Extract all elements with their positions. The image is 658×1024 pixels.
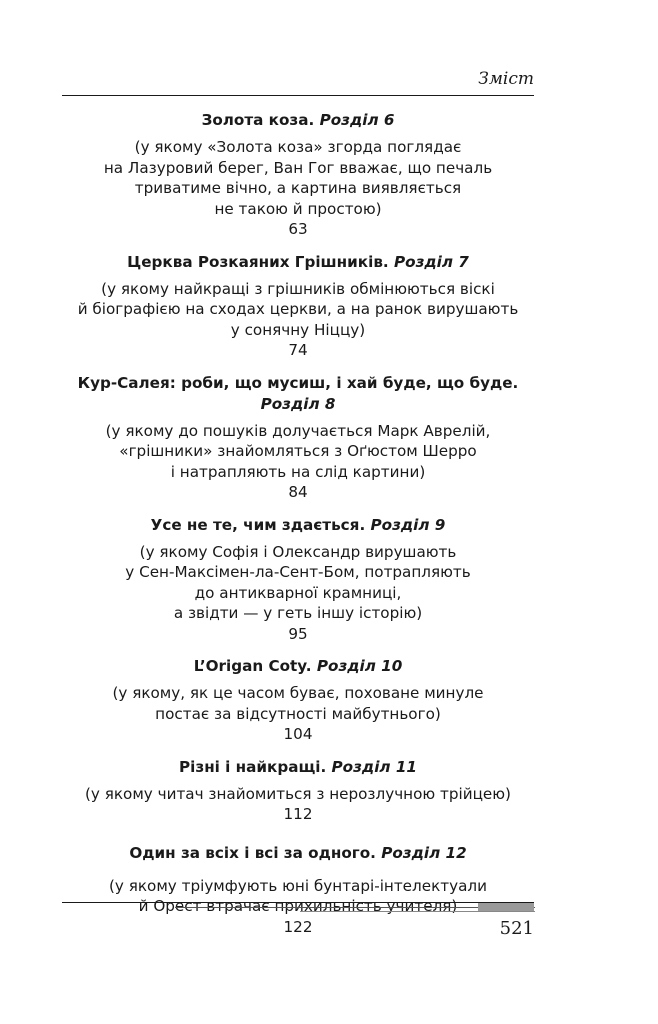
entry-title <box>62 110 534 131</box>
entry-description <box>62 421 534 483</box>
description-line: (у якому, як це часом буває, поховане минуле <box>112 684 484 702</box>
description-line: не такою й простою) <box>214 199 382 218</box>
toc-entry <box>62 757 534 825</box>
description-line: (у якому «Золота коза» згорда поглядає <box>134 138 462 156</box>
entry-title-text: Різні і найкращі. <box>179 757 327 776</box>
toc-entry <box>62 110 534 240</box>
entry-description <box>62 542 534 624</box>
entry-title-text: Золота коза. <box>201 111 315 129</box>
footer-rule-block <box>478 903 534 911</box>
entry-chapter: Розділ 9 <box>370 515 446 534</box>
entry-title-text: Усе не те, чим здається. <box>150 515 366 534</box>
entry-description <box>62 683 534 724</box>
page-number: 521 <box>499 918 534 939</box>
table-of-contents <box>62 110 534 949</box>
entry-title <box>62 373 534 415</box>
description-line: і натрапляють на слід картини) <box>170 462 426 481</box>
entry-description <box>62 784 534 805</box>
description-line: до антикварної крамниці, <box>194 583 402 602</box>
entry-page-number: 104 <box>283 725 313 743</box>
entry-page-number: 112 <box>283 805 313 823</box>
footer-rule <box>62 902 534 903</box>
description-line: у сонячну Ніццу) <box>230 320 366 339</box>
entry-chapter: Розділ 11 <box>331 757 417 776</box>
description-line: (у якому найкращі з грішників обмінюються віскі <box>101 279 495 298</box>
description-line: (у якому Софія і Олександр вирушають <box>139 542 457 561</box>
description-line: й Орест втрачає прихильність учителя) <box>138 897 458 915</box>
description-line: й біографією на сходах церкви, а на ранок вирушають <box>77 300 519 318</box>
entry-chapter: Розділ 12 <box>381 843 467 862</box>
description-line: (у якому до пошуків долучається Марк Аврелій, <box>105 421 491 440</box>
entry-title <box>62 757 534 778</box>
entry-chapter: Розділ 10 <box>316 657 403 675</box>
entry-page-number: 63 <box>288 220 308 238</box>
description-line: а звідти — у геть іншу історію) <box>173 604 423 622</box>
footer-rule <box>300 911 535 912</box>
entry-chapter: Розділ 7 <box>394 252 469 271</box>
description-line: постає за відсутності майбутнього) <box>155 704 441 723</box>
entry-title-text: Кур-Салея: роби, що мусиш, і хай буде, що буде. <box>77 373 519 392</box>
description-line: (у якому читач знайомиться з нерозлучною трійцею) <box>85 784 511 803</box>
description-line: «грішники» знайомляться з Оґюстом Шерро <box>119 442 477 460</box>
toc-entry <box>62 252 534 361</box>
entry-page-number: 84 <box>288 483 308 501</box>
entry-title <box>62 843 534 864</box>
entry-title-text: L’Origan Coty. <box>193 657 312 675</box>
toc-entry <box>62 656 534 745</box>
entry-title <box>62 656 534 677</box>
toc-entry <box>62 515 534 645</box>
entry-description <box>62 279 534 341</box>
description-line: на Лазуровий берег, Ван Гог вважає, що печаль <box>103 158 493 177</box>
description-line: триватиме вічно, а картина виявляється <box>134 179 462 197</box>
entry-description <box>62 137 534 219</box>
entry-page-number: 74 <box>288 341 308 359</box>
entry-title <box>62 515 534 536</box>
header-rule <box>62 95 534 96</box>
running-head: Зміст <box>478 69 534 89</box>
entry-chapter: Розділ 8 <box>260 394 336 413</box>
entry-page-number: 122 <box>283 917 313 936</box>
entry-title-text: Один за всіх і всі за одного. <box>129 843 376 862</box>
entry-page-number: 95 <box>288 624 308 643</box>
toc-entry <box>62 373 534 503</box>
description-line: (у якому тріумфують юні бунтарі-інтелектуали <box>109 876 487 895</box>
entry-chapter: Розділ 6 <box>319 111 395 129</box>
entry-title <box>62 252 534 273</box>
description-line: у Сен-Максімен-ла-Сент-Бом, потрапляють <box>125 563 471 581</box>
entry-title-text: Церква Розкаяних Грішників. <box>127 252 389 271</box>
